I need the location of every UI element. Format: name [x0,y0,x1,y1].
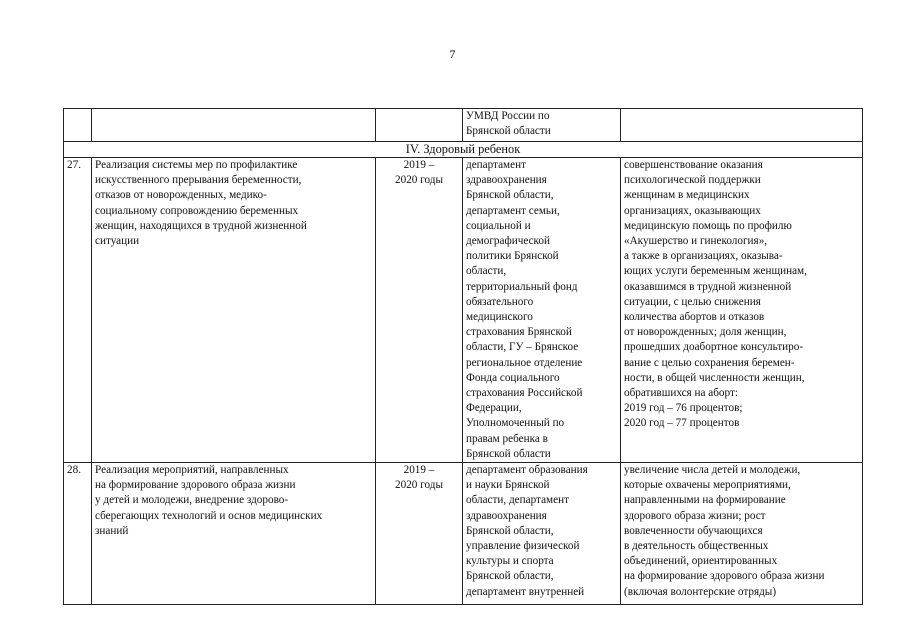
executor-line: обязательного [466,295,534,308]
result-line: увеличение числа детей и молодежи, [624,464,801,477]
executor-line: департамент семьи, [466,204,560,217]
result-cell [621,463,863,605]
result-line: 2020 год – 77 процентов [624,417,740,430]
executor-line: департамент внутренней [466,585,585,598]
result-line: объединений, ориентированных [624,555,778,568]
measure-line: знаний [95,524,129,537]
result-line: медицинскую помощь по профилю [624,219,792,232]
measure-cell [92,109,376,142]
measure-line: отказов от новорожденных, медико- [95,189,267,202]
result-line: направленными на формирование [624,494,786,507]
period-line: 2019 – [403,464,435,477]
executor-line: департамент [466,159,526,171]
period-cell [376,158,463,463]
executor-cell [463,158,621,463]
executor-line: области, ГУ – Брянское [466,341,579,354]
period-line: 2019 – [403,159,435,171]
result-line: количества абортов и отказов [624,311,765,324]
executor-line: УМВД России по [466,110,550,122]
period-line: 2020 годы [395,479,443,492]
result-line: в деятельность общественных [624,540,769,553]
result-line: (включая волонтерские отряды) [624,585,777,598]
executor-line: области, департамент [466,494,569,507]
measures-table [63,108,863,605]
number-cell [64,109,92,142]
row-number: 27. [64,158,92,463]
result-line: организациях, оказывающих [624,204,761,217]
table-row [64,463,863,605]
measure-line: Реализация мероприятий, направленных [95,464,289,477]
result-line: совершенствование оказания [624,159,763,171]
period-cell [376,109,463,142]
result-line: здорового образа жизни; рост [624,509,766,522]
executor-line: культуры и спорта [466,555,554,568]
executor-line: социальной и [466,219,531,232]
result-line: ситуации, с целью снижения [624,295,761,308]
measure-line: Реализация системы мер по профилактике [95,159,298,171]
executor-line: здравоохранения [466,509,547,522]
result-line: вовлеченности обучающихся [624,524,763,537]
result-cell [621,109,863,142]
executor-line: страхования Российской [466,387,583,400]
result-line: вание с целью сохранения беремен- [624,356,795,369]
table-row [64,158,863,463]
section-title: IV. Здоровый ребенок [64,142,863,158]
result-line: женщинам в медицинских [624,189,750,202]
executor-line: Брянской области [466,447,551,460]
measure-line: на формирование здорового образа жизни [95,479,296,492]
result-line: а также в организациях, оказыва- [624,250,783,263]
executor-cell [463,109,621,142]
executor-cell [463,463,621,605]
result-line: оказавшимся в трудной жизненной [624,280,792,293]
executor-line: демографической [466,235,550,248]
measure-line: искусственного прерывания беременности, [95,174,302,187]
measure-line: женщин, находящихся в трудной жизненной [95,219,307,232]
executor-line: Брянской области, [466,570,554,583]
result-line: которые охвачены мероприятиями, [624,479,791,492]
executor-line: правам ребенка в [466,432,548,445]
result-line: ющих услуги беременным женщинам, [624,265,807,278]
result-line: обратившихся на аборт: [624,387,738,400]
row-number: 28. [64,463,92,605]
result-line: на формирование здорового образа жизни [624,570,825,583]
executor-line: политики Брянской [466,250,559,263]
period-cell [376,463,463,605]
executor-line: Федерации, [466,402,522,415]
result-line: «Акушерство и гинекология», [624,235,768,248]
measure-cell [92,463,376,605]
executor-line: департамент образования [466,464,588,477]
executor-line: здравоохранения [466,174,547,187]
executor-line: Уполномоченный по [466,417,565,430]
measure-line: сберегающих технологий и основ медицинских [95,509,323,522]
measure-line: социальному сопровождению беременных [95,204,299,217]
executor-line: территориальный фонд [466,280,578,293]
result-line: психологической поддержки [624,174,761,187]
result-line: 2019 год – 76 процентов; [624,402,743,415]
section-row [64,142,863,158]
executor-line: региональное отделение [466,356,583,369]
measure-cell [92,158,376,463]
measure-line: ситуации [95,235,140,248]
result-cell [621,158,863,463]
result-line: ности, в общей численности женщин, [624,371,805,384]
executor-line: Фонда социального [466,371,560,384]
executor-line: управление физической [466,540,580,553]
executor-line: страхования Брянской [466,326,572,339]
measure-line: у детей и молодежи, внедрение здорово- [95,494,289,507]
executor-line: Брянской области, [466,189,554,202]
result-line: прошедших доабортное консультиро- [624,341,804,354]
executor-line: медицинского [466,311,533,324]
result-line: от новорожденных; доля женщин, [624,326,787,339]
period-line: 2020 годы [395,174,443,187]
continuation-row [64,109,863,142]
executor-line: и науки Брянской [466,479,550,492]
executor-line: Брянской области, [466,524,554,537]
page-number: 7 [449,47,456,61]
executor-line: Брянской области [466,125,551,138]
executor-line: области, [466,265,507,278]
